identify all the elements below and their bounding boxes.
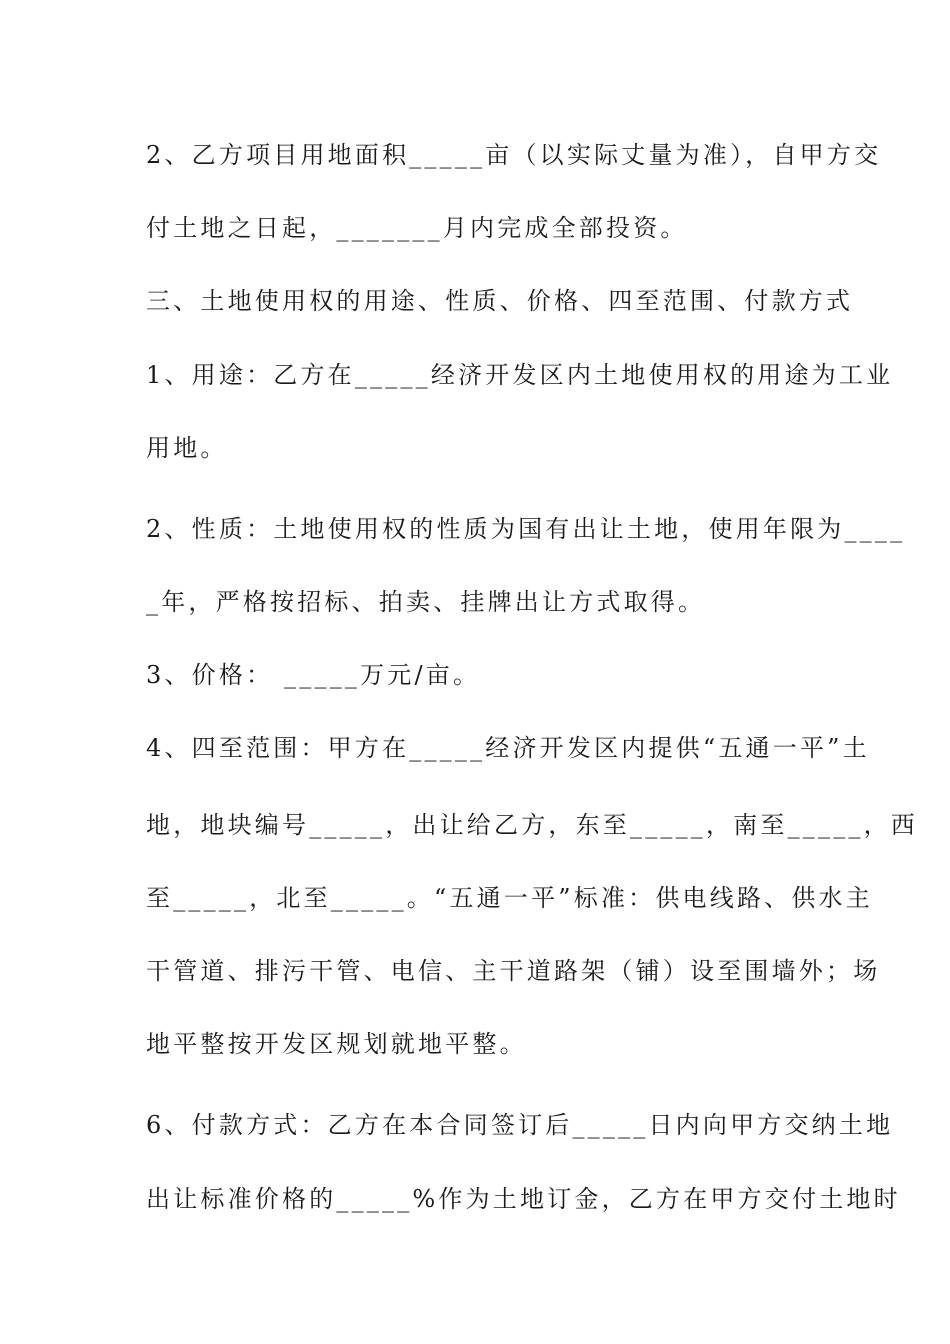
text-line: 出让标准价格的_____%作为土地订金，乙方在甲方交付土地时 [146, 1185, 901, 1213]
text-line: 3、价格： _____万元/亩。 [146, 661, 481, 689]
text-line: 干管道、排污干管、电信、主干道路架（铺）设至围墙外；场 [146, 957, 881, 985]
text-line: 付土地之日起，_______月内完成全部投资。 [146, 214, 688, 242]
text-line: 1、用途：乙方在_____经济开发区内土地使用权的用途为工业 [146, 361, 894, 389]
text-line: 地平整按开发区规划就地平整。 [146, 1030, 527, 1058]
text-line: 6、付款方式：乙方在本合同签订后_____日内向甲方交纳土地 [146, 1111, 894, 1139]
text-line: 4、四至范围：甲方在_____经济开发区内提供“五通一平”土 [146, 734, 870, 762]
text-line: 用地。 [146, 434, 228, 462]
text-line: 2、性质：土地使用权的性质为国有出让土地，使用年限为____ [146, 515, 906, 543]
text-line: 至_____，北至_____。“五通一平”标准：供电线路、供水主 [146, 884, 873, 912]
text-line: 地，地块编号_____，出让给乙方，东至_____，南至_____，西 [146, 811, 918, 839]
section-heading: 三、土地使用权的用途、性质、价格、四至范围、付款方式 [146, 287, 854, 315]
text-line: _年，严格按招标、拍卖、挂牌出让方式取得。 [146, 588, 706, 616]
text-line: 2、乙方项目用地面积_____亩（以实际丈量为准），自甲方交 [146, 141, 882, 169]
